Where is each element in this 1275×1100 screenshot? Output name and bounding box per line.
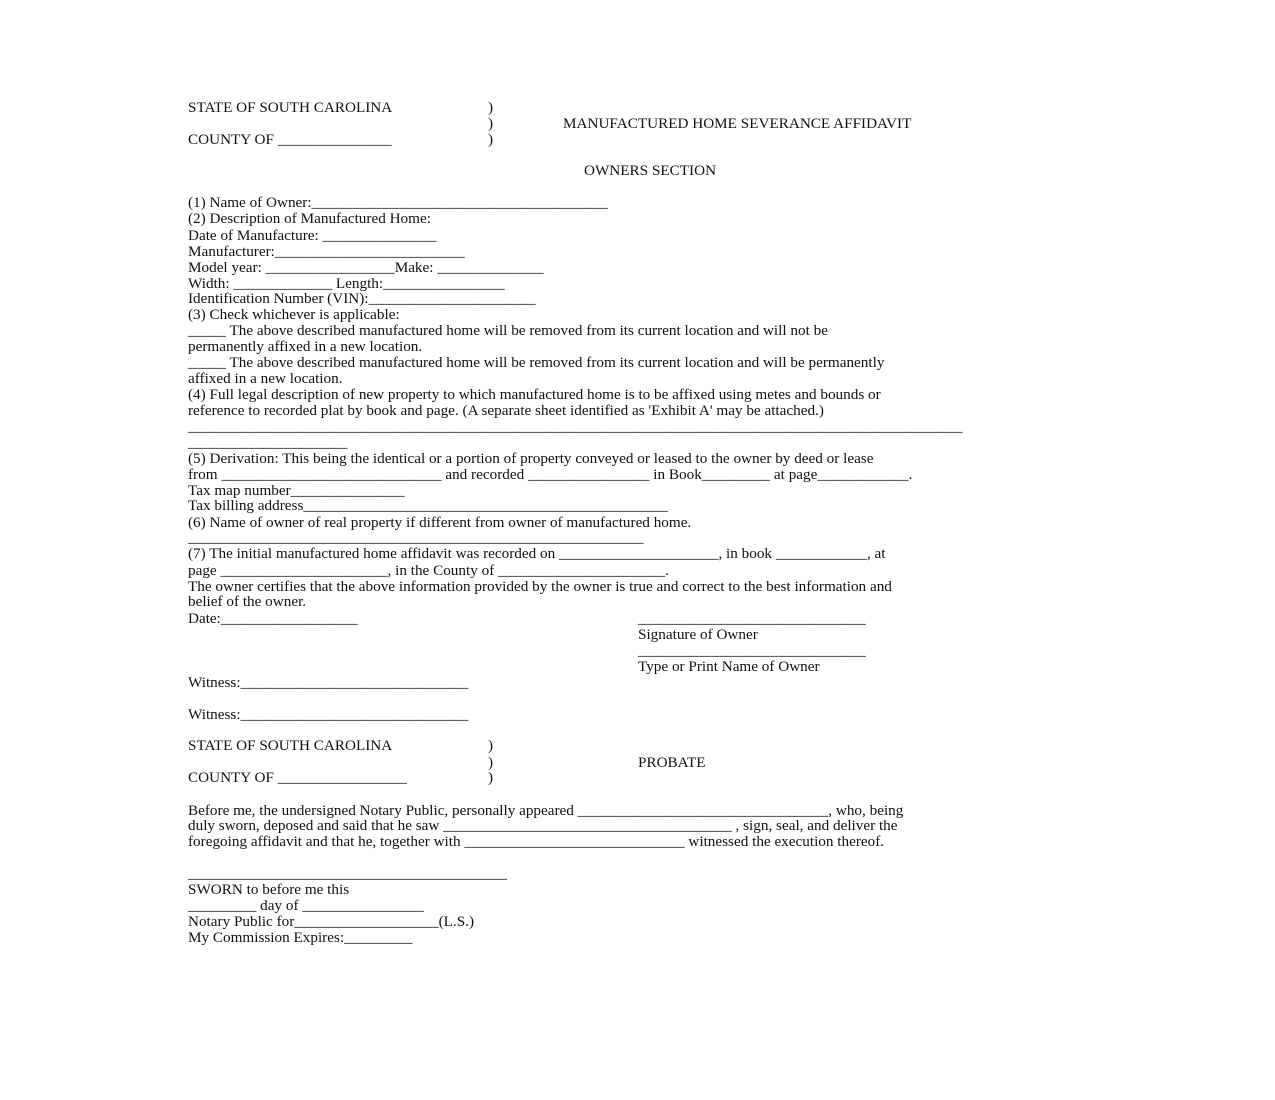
caption-paren: )	[488, 131, 494, 148]
owner-signature-field[interactable]: ______________________________	[638, 610, 866, 627]
option-affixed-cont: affixed in a new location.	[188, 370, 343, 387]
witness-field[interactable]: Witness:______________________________	[188, 674, 469, 691]
legal-description-field[interactable]: _____________________	[188, 434, 348, 451]
legal-description-field[interactable]: ______________________________________________________________________________________________________	[188, 418, 963, 435]
notary-signature-field[interactable]: __________________________________________	[188, 865, 507, 882]
day-of-field[interactable]: _________ day of ________________	[188, 897, 424, 914]
document-title: MANUFACTURED HOME SEVERANCE AFFIDAVIT	[563, 115, 912, 132]
initial-affidavit-field[interactable]: (7) The initial manufactured home affidavit was recorded on _____________________, in book ____________, at	[188, 545, 886, 562]
notary-public-for-field[interactable]: Notary Public for___________________(L.S.)	[188, 913, 475, 930]
vin-field[interactable]: Identification Number (VIN):______________________	[188, 290, 536, 307]
width-length-field[interactable]: Width: _____________ Length:________________	[188, 275, 505, 292]
tax-map-field[interactable]: Tax map number_______________	[188, 482, 405, 499]
caption-paren: )	[488, 99, 494, 116]
derivation-text: (5) Derivation: This being the identical or a portion of property conveyed or leased to the owner by deed or lease	[188, 450, 874, 467]
option-not-affixed[interactable]: _____ The above described manufactured home will be removed from its current location and will not be	[188, 322, 828, 339]
state-label: STATE OF SOUTH CAROLINA	[188, 99, 393, 116]
probate-text[interactable]: foregoing affidavit and that he, together with _____________________________ witnessed the execution thereof.	[188, 833, 885, 850]
certification-text: belief of the owner.	[188, 593, 307, 610]
option-not-affixed-cont: permanently affixed in a new location.	[188, 338, 423, 355]
caption-paren: )	[488, 769, 494, 786]
owner-print-name-field[interactable]: ______________________________	[638, 642, 866, 659]
caption-paren: )	[488, 115, 494, 132]
county-field[interactable]: COUNTY OF _______________	[188, 131, 392, 148]
initial-affidavit-field[interactable]: page ______________________, in the County of ______________________.	[188, 562, 669, 579]
owner-print-name-label: Type or Print Name of Owner	[638, 658, 820, 675]
model-year-make-field[interactable]: Model year: _________________Make: ______________	[188, 259, 544, 276]
check-heading: (3) Check whichever is applicable:	[188, 306, 400, 323]
witness-field[interactable]: Witness:______________________________	[188, 706, 469, 723]
certification-text: The owner certifies that the above information provided by the owner is true and correct to the best information and	[188, 578, 892, 595]
sworn-text: SWORN to before me this	[188, 881, 350, 898]
county-field[interactable]: COUNTY OF _________________	[188, 769, 407, 786]
legal-description-text: (4) Full legal description of new property to which manufactured home is to be affixed using metes and bounds or	[188, 386, 881, 403]
owner-name-field[interactable]: (1) Name of Owner:_______________________________________	[188, 194, 608, 211]
date-of-manufacture-field[interactable]: Date of Manufacture: _______________	[188, 227, 437, 244]
commission-expires-field[interactable]: My Commission Expires:_________	[188, 929, 413, 946]
manufacturer-field[interactable]: Manufacturer:_________________________	[188, 243, 465, 260]
real-property-owner-text: (6) Name of owner of real property if different from owner of manufactured home.	[188, 514, 692, 531]
probate-title: PROBATE	[638, 754, 706, 771]
owner-signature-label: Signature of Owner	[638, 626, 758, 643]
caption-paren: )	[488, 754, 494, 771]
tax-billing-field[interactable]: Tax billing address________________________________________________	[188, 497, 668, 514]
real-property-owner-field[interactable]: ____________________________________________________________	[188, 529, 644, 546]
probate-text[interactable]: Before me, the undersigned Notary Public, personally appeared _________________________________, who, being	[188, 802, 904, 819]
option-affixed[interactable]: _____ The above described manufactured home will be removed from its current location and will be permanently	[188, 354, 885, 371]
date-field[interactable]: Date:__________________	[188, 610, 358, 627]
section-heading: OWNERS SECTION	[584, 162, 717, 179]
derivation-field[interactable]: from _____________________________ and recorded ________________ in Book_________ at page____________.	[188, 466, 913, 483]
caption-paren: )	[488, 737, 494, 754]
description-heading: (2) Description of Manufactured Home:	[188, 210, 431, 227]
state-label: STATE OF SOUTH CAROLINA	[188, 737, 393, 754]
legal-description-text: reference to recorded plat by book and page. (A separate sheet identified as 'Exhibit A' may be attached.)	[188, 402, 824, 419]
probate-text[interactable]: duly sworn, deposed and said that he saw ______________________________________ , sign, seal, and deliver the	[188, 817, 898, 834]
